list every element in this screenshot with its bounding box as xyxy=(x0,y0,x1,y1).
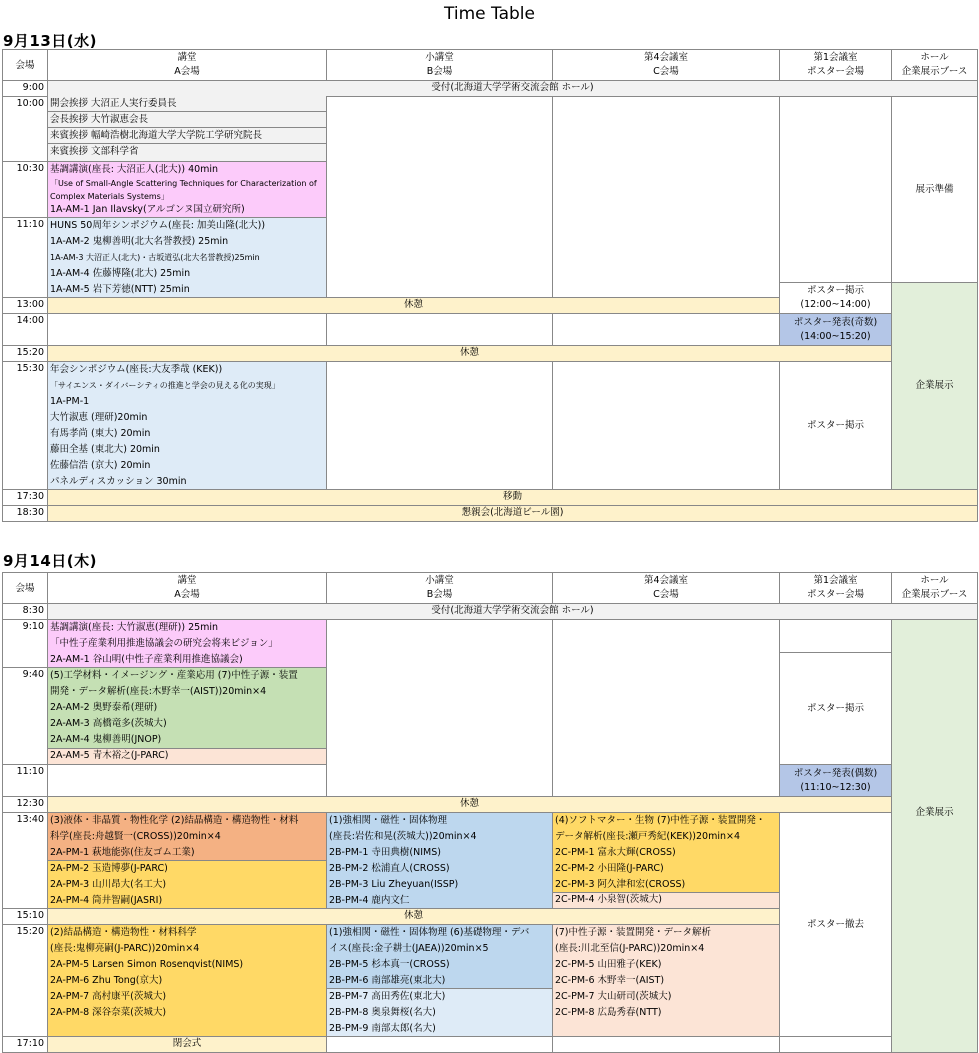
opening-line: 来賓挨拶 幅崎浩樹北海道大学大学院工学研究院長 xyxy=(47,128,327,144)
time-cell: 15:20 xyxy=(2,924,48,1037)
break-bar: 休憩 xyxy=(47,908,780,925)
poster-display-2: ポスター掲示 xyxy=(779,361,892,490)
poster-removal: ポスター撤去 xyxy=(779,812,892,1037)
huns-line: HUNS 50周年シンポジウム(座長: 加美山隆(北大)) xyxy=(50,220,266,231)
session-line: (3)液体・非晶質・物性化学 (2)結晶構造・構造物性・材料 xyxy=(50,815,299,826)
session-line: (座長:岩佐和晃(茨城大))20min×4 xyxy=(329,831,477,842)
session-line: 2A-PM-6 Zhu Tong(京大) xyxy=(50,975,163,986)
time-cell: 13:40 xyxy=(2,812,48,909)
empty-cell xyxy=(552,619,780,797)
session-line: 2C-PM-2 小田隆(J-PARC) xyxy=(555,863,664,874)
session-line: 2A-PM-2 玉造博夢(J-PARC) xyxy=(50,863,168,874)
session-line: 2B-PM-3 Liu Zheyuan(ISSP) xyxy=(329,879,459,890)
empty-cell xyxy=(326,361,553,490)
session-line: 2A-PM-7 高村康平(茨城大) xyxy=(50,991,167,1002)
poster-even: ポスター発表(偶数) (11:10~12:30) xyxy=(779,764,892,797)
empty-cell xyxy=(326,313,553,346)
header-room-hall: ホール 企業展示ブース xyxy=(891,572,978,604)
banquet-bar: 懇親会(北海道ビール園) xyxy=(47,505,978,522)
keynote-line: 1A-AM-1 Jan Ilavsky(アルゴンヌ国立研究所) xyxy=(50,204,245,215)
session-line: 2A-PM-3 山川昂大(名工大) xyxy=(50,879,167,890)
time-cell: 14:00 xyxy=(2,313,48,346)
session-line: (座長:川北至信(J-PARC))20min×4 xyxy=(555,943,705,954)
session-line: 2B-PM-1 寺田典樹(NIMS) xyxy=(329,847,441,858)
session-block xyxy=(326,924,553,989)
day2-date: 9月14日(木) xyxy=(3,552,98,570)
session-line: 2A-AM-4 鬼柳善明(JNOP) xyxy=(50,734,162,745)
session-line: (座長:鬼柳亮嗣(J-PARC))20min×4 xyxy=(50,943,200,954)
session-line: 2B-PM-7 高田秀佐(東北大) xyxy=(329,991,446,1002)
session-line: 2A-AM-2 奥野泰希(理研) xyxy=(50,702,158,713)
keynote-line: 「Use of Small-Angle Scattering Techniques for Characterization of xyxy=(50,179,317,188)
empty-cell xyxy=(326,619,553,797)
session-line: データ解析(座長:瀬戸秀紀(KEK))20min×4 xyxy=(555,831,740,842)
empty-cell xyxy=(552,1036,780,1053)
annual-line: 1A-PM-1 xyxy=(50,396,90,407)
header-room-c: 第4会議室 C会場 xyxy=(552,572,780,604)
poster-display-1: ポスター掲示 (12:00~14:00) xyxy=(779,282,892,314)
session-line: 2A-PM-1 萩地能弥(住友ゴム工業) xyxy=(50,847,195,858)
opening-line: 会長挨拶 大竹淑恵会長 xyxy=(47,112,327,128)
session-line: (1)強相関・磁性・固体物理 (6)基礎物理・デバ xyxy=(329,927,530,938)
session-line: (2)結晶構造・構造物性・材料科学 xyxy=(50,927,197,938)
header-room-a: 講堂 A会場 xyxy=(47,572,327,604)
empty-cell xyxy=(779,619,892,653)
opening-line: 来賓挨拶 文部科学省 xyxy=(47,144,327,162)
exhibit-prep: 展示準備 xyxy=(891,96,978,283)
session-block xyxy=(326,988,553,1037)
session-line: 2B-PM-4 鹿内文仁 xyxy=(329,895,410,906)
page-title: Time Table xyxy=(444,4,535,24)
session-line: 2A-PM-5 Larsen Simon Rosenqvist(NIMS) xyxy=(50,959,244,970)
header-room-hall: ホール 企業展示ブース xyxy=(891,49,978,81)
time-cell: 17:10 xyxy=(2,1036,48,1053)
session-block xyxy=(47,667,327,749)
reception-bar: 受付(北海道大学学術交流会館 ホール) xyxy=(47,80,978,97)
time-cell: 8:30 xyxy=(2,603,48,620)
empty-cell xyxy=(552,96,780,299)
keynote-line: 基調講演(座長: 大竹淑恵(理研)) 25min xyxy=(50,622,219,633)
opening-block xyxy=(47,96,327,162)
opening-line: 開会挨拶 大沼正人実行委員長 xyxy=(47,96,327,112)
poster-display: ポスター掲示 xyxy=(779,652,892,765)
time-cell: 15:20 xyxy=(2,345,48,362)
annual-line: 有馬孝尚 (東大) 20min xyxy=(50,428,151,439)
time-cell: 17:30 xyxy=(2,489,48,506)
annual-line: 「サイエンス・ダイバーシティの推進と学会の見える化の実現」 xyxy=(50,381,280,390)
session-block xyxy=(326,812,553,909)
break-bar: 休憩 xyxy=(47,345,892,362)
huns-block xyxy=(47,217,327,298)
session-block xyxy=(47,924,327,1037)
keynote-block xyxy=(47,161,327,218)
empty-cell xyxy=(779,96,892,283)
exhibit-column xyxy=(891,619,978,1053)
session-line: (7)中性子源・装置開発・データ解析 xyxy=(555,927,711,938)
header-room-c: 第4会議室 C会場 xyxy=(552,49,780,81)
header-room-a: 講堂 A会場 xyxy=(47,49,327,81)
talk-item: 2A-AM-5 青木裕之(J-PARC) xyxy=(47,748,327,765)
company-exhibit: 企業展示 xyxy=(891,282,978,490)
header-room-poster: 第1会議室 ポスター会場 xyxy=(779,49,892,81)
header-room-poster: 第1会議室 ポスター会場 xyxy=(779,572,892,604)
time-cell: 11:10 xyxy=(2,217,48,298)
keynote-line: 2A-AM-1 谷山明(中性子産業利用推進協議会) xyxy=(50,654,243,665)
empty-cell xyxy=(552,313,780,346)
header-room-b: 小講堂 B会場 xyxy=(326,572,553,604)
keynote-line: 「中性子産業利用推進協議会の研究会将来ビジョン」 xyxy=(50,638,278,649)
move-bar: 移動 xyxy=(47,489,978,506)
annual-line: 年会シンポジウム(座長:大友季哉 (KEK)) xyxy=(50,364,223,375)
time-cell: 13:00 xyxy=(2,297,48,314)
session-line: 開発・データ解析(座長:木野幸一(AIST))20min×4 xyxy=(50,686,267,697)
session-line: 2C-PM-5 山田雅子(KEK) xyxy=(555,959,662,970)
session-line: 2C-PM-7 大山研司(茨城大) xyxy=(555,991,672,1002)
time-cell: 12:30 xyxy=(2,796,48,813)
session-line: 科学(座長:舟越賢一(CROSS))20min×4 xyxy=(50,831,221,842)
session-line: 2B-PM-5 杉本真一(CROSS) xyxy=(329,959,450,970)
empty-cell xyxy=(326,96,553,299)
session-line: 2C-PM-1 富永大輝(CROSS) xyxy=(555,847,676,858)
time-cell: 9:00 xyxy=(2,80,48,97)
time-cell: 10:00 xyxy=(2,96,48,162)
session-line: イス(座長:金子耕士(JAEA))20min×5 xyxy=(329,943,489,954)
company-exhibit: 企業展示 xyxy=(915,807,954,818)
session-block xyxy=(552,924,780,1037)
annual-line: 大竹淑恵 (理研)20min xyxy=(50,412,148,423)
session-line: (5)工学材料・イメージング・産業応用 (7)中性子源・装置 xyxy=(50,670,298,681)
empty-cell xyxy=(779,1036,892,1053)
time-cell: 18:30 xyxy=(2,505,48,522)
reception-bar: 受付(北海道大学学術交流会館 ホール) xyxy=(47,603,978,620)
session-line: (4)ソフトマター・生物 (7)中性子源・装置開発・ xyxy=(555,815,766,826)
poster-odd: ポスター発表(奇数) (14:00~15:20) xyxy=(779,313,892,346)
session-line: 2B-PM-2 松浦直人(CROSS) xyxy=(329,863,450,874)
empty-cell xyxy=(552,361,780,490)
session-line: 2C-PM-6 木野幸一(AIST) xyxy=(555,975,665,986)
day1-date: 9月13日(水) xyxy=(3,32,98,50)
keynote-block xyxy=(47,619,327,668)
header-room-b: 小講堂 B会場 xyxy=(326,49,553,81)
huns-line: 1A-AM-3 大沼正人(北大)・古坂道弘(北大名誉教授)25min xyxy=(50,253,260,262)
session-line: 2B-PM-9 南部太郎(名大) xyxy=(329,1023,436,1034)
break-bar: 休憩 xyxy=(47,297,780,314)
empty-cell xyxy=(47,313,327,346)
session-block xyxy=(552,812,780,893)
header-venue: 会場 xyxy=(2,49,48,81)
huns-line: 1A-AM-4 佐藤博隆(北大) 25min xyxy=(50,268,191,279)
time-cell: 15:30 xyxy=(2,361,48,490)
huns-line: 1A-AM-5 岩下芳徳(NTT) 25min xyxy=(50,284,190,295)
session-line: 2C-PM-3 阿久津和宏(CROSS) xyxy=(555,879,686,890)
empty-cell xyxy=(326,1036,553,1053)
session-line: 2A-AM-3 高橋竜多(茨城大) xyxy=(50,718,167,729)
break-bar: 休憩 xyxy=(47,796,892,813)
annual-line: パネルディスカッション 30min xyxy=(50,476,187,487)
time-cell: 9:10 xyxy=(2,619,48,668)
annual-line: 佐藤信浩 (京大) 20min xyxy=(50,460,151,471)
session-line: 2A-PM-4 筒井智嗣(JASRI) xyxy=(50,895,163,906)
session-line: 2B-PM-6 南部雄亮(東北大) xyxy=(329,975,446,986)
huns-line: 1A-AM-2 鬼柳善明(北大名誉教授) 25min xyxy=(50,236,229,247)
session-block xyxy=(47,860,327,909)
time-cell: 15:10 xyxy=(2,908,48,925)
time-cell: 11:10 xyxy=(2,764,48,797)
talk-item: 2C-PM-4 小泉智(茨城大) xyxy=(552,892,780,909)
session-block xyxy=(47,812,327,861)
closing-ceremony: 閉会式 xyxy=(47,1036,327,1053)
annual-symposium-block xyxy=(47,361,327,490)
keynote-line: 基調講演(座長: 大沼正人(北大)) 40min xyxy=(50,164,219,175)
annual-line: 藤田全基 (東北大) 20min xyxy=(50,444,160,455)
time-cell: 10:30 xyxy=(2,161,48,218)
session-line: 2B-PM-8 奥泉舞桜(名大) xyxy=(329,1007,436,1018)
empty-cell xyxy=(47,764,327,797)
session-line: (1)強相関・磁性・固体物理 xyxy=(329,815,447,826)
session-line: 2C-PM-8 広島秀春(NTT) xyxy=(555,1007,662,1018)
header-venue: 会場 xyxy=(2,572,48,604)
time-cell: 9:40 xyxy=(2,667,48,765)
keynote-line: Complex Materials Systems」 xyxy=(50,192,169,201)
session-line: 2A-PM-8 深谷奈菜(茨城大) xyxy=(50,1007,167,1018)
